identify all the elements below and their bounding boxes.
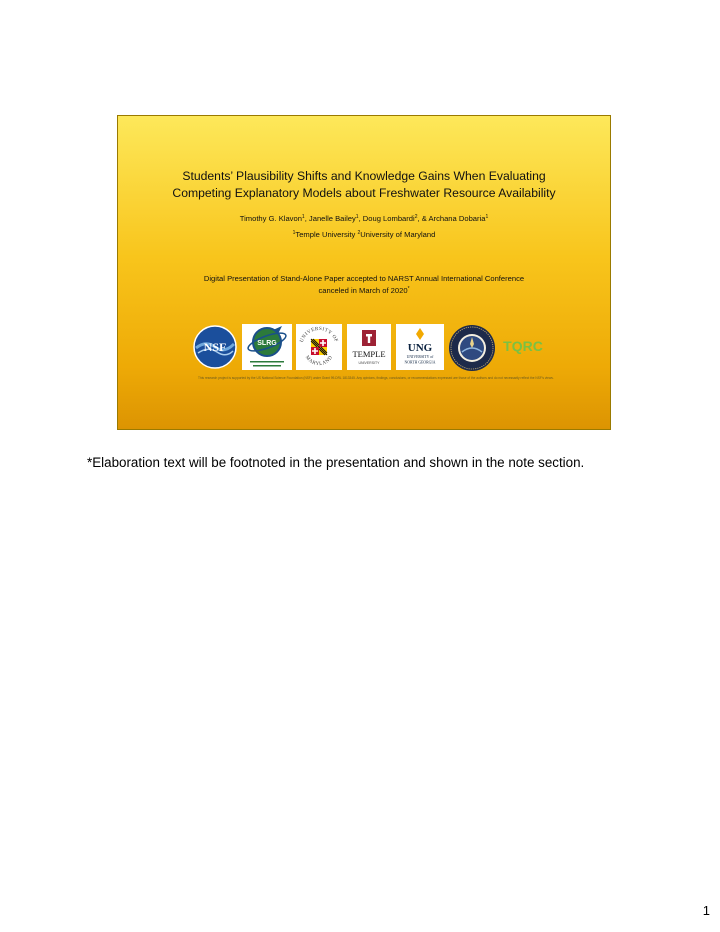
presentation-line-1: Digital Presentation of Stand-Alone Paper accepted to NARST Annual International Conference: [203, 274, 525, 283]
page-number: 1: [702, 903, 710, 918]
slide-title-line-1: Students’ Plausibility Shifts and Knowledge Gains When Evaluating: [182, 169, 546, 183]
author-2-affiliation-mark: 1: [355, 214, 359, 220]
affiliation-1-mark: 1: [292, 230, 296, 236]
elaboration-note: *Elaboration text will be footnoted in the presentation and shown in the note section.: [87, 455, 585, 470]
temple-subtitle: UNIVERSITY: [358, 361, 380, 365]
science-center-seal-logo: [448, 324, 496, 372]
umd-seal-logo: [296, 324, 342, 370]
author-4-affiliation-mark: 1: [485, 214, 489, 220]
author-1-name: Timothy G. Klavon: [239, 214, 302, 223]
affiliation-list: [118, 229, 610, 240]
temple-logo: [347, 324, 391, 370]
umd-ring-top-text: UNIVERSITY OF: [299, 326, 339, 344]
slrg-logo: [242, 324, 292, 370]
affiliation-1-name: Temple University: [295, 230, 358, 239]
author-2-name: , Janelle Bailey: [304, 214, 356, 223]
slide-title-line-2: Competing Explanatory Models about Freshwater Resource Availability: [172, 186, 556, 200]
nsf-logo: [192, 324, 238, 370]
ung-subtitle-line-2: NORTH GEORGIA: [404, 360, 436, 365]
author-3-name: , Doug Lombardi: [358, 214, 415, 223]
slrg-logo-text: SLRG: [257, 340, 277, 347]
ung-logo: [396, 324, 444, 370]
tqrc-logo: [500, 336, 546, 356]
tqrc-wordmark: TQRC: [503, 338, 543, 354]
affiliation-2-mark: 2: [357, 230, 361, 236]
sponsor-logos: [118, 324, 610, 370]
umd-ring-bottom-text: MARYLAND: [303, 355, 335, 368]
slide-title: [118, 168, 610, 202]
funding-disclaimer: This research project is supported by the US National Science Foundation (NSF) under Grant 99-DRL 1813345. Any opinions, findings, conclusions, or recommendations expressed are those of the authors and do not necessarily reflect the NSF's views.: [198, 376, 554, 380]
title-slide: [117, 115, 611, 430]
presentation-note: [118, 273, 610, 297]
author-3-affiliation-mark: 2: [414, 214, 418, 220]
affiliation-2-name: University of Maryland: [360, 230, 436, 239]
presentation-footnote-mark: *: [407, 286, 410, 292]
ung-wordmark: UNG: [407, 342, 433, 354]
author-list: [118, 213, 610, 224]
temple-wordmark: TEMPLE: [352, 349, 386, 359]
author-1-affiliation-mark: 1: [301, 214, 305, 220]
presentation-line-2: canceled in March of 2020: [318, 286, 408, 295]
author-4-name: , & Archana Dobaria: [417, 214, 486, 223]
nsf-logo-text: NSF: [203, 340, 227, 354]
ung-subtitle-line-1: UNIVERSITY of: [406, 355, 434, 359]
